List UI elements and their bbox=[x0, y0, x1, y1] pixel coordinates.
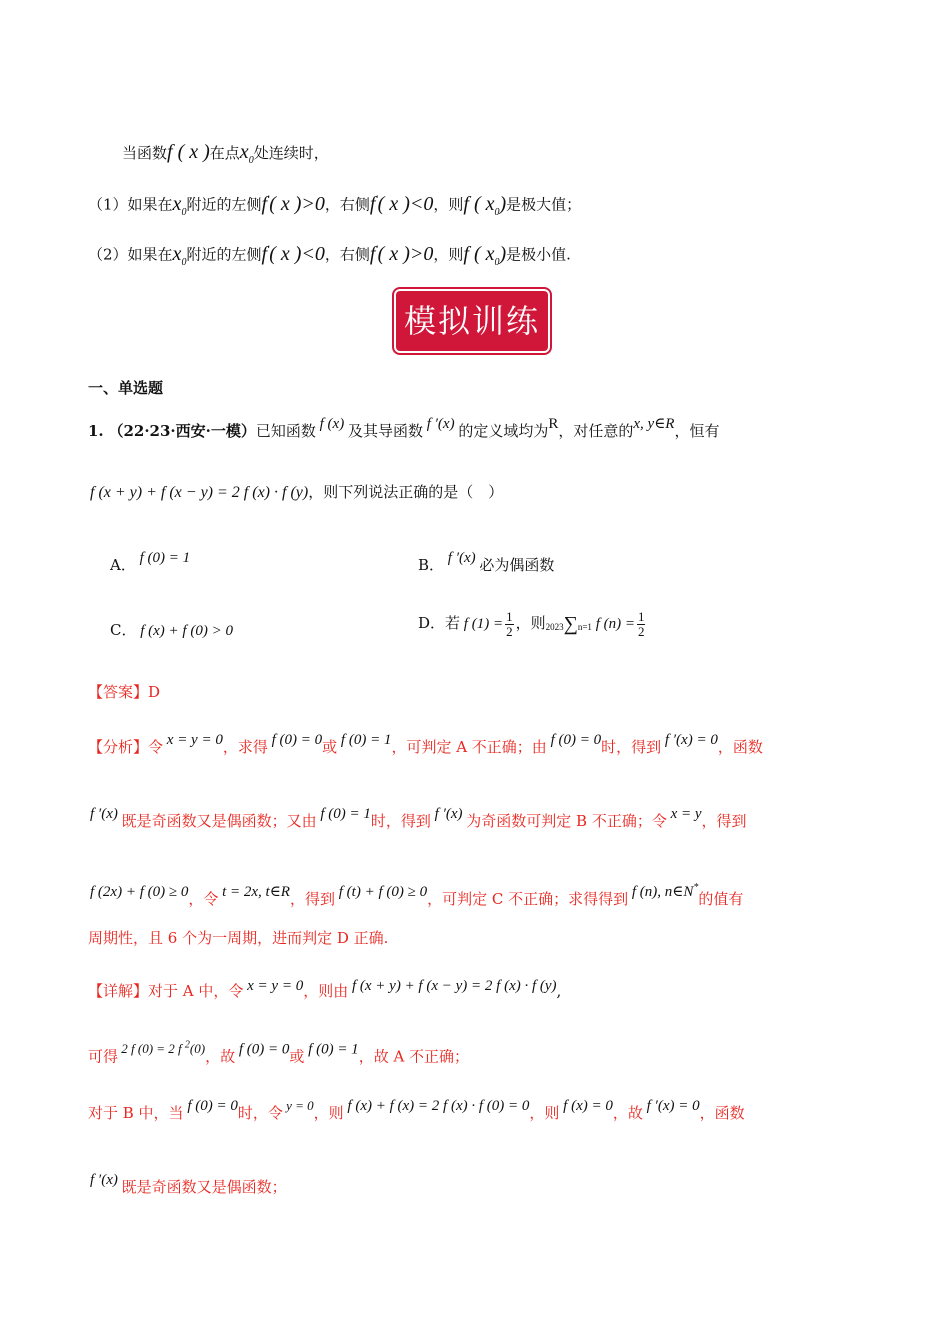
summation: 2023∑n=1 bbox=[545, 613, 592, 635]
question-text: ，则下列说法正确的是（ ） bbox=[308, 483, 504, 501]
answer-line bbox=[88, 682, 160, 702]
formula: $x_0$ bbox=[172, 242, 187, 268]
formula: 2 f (0) = 2 f $^2$(0) bbox=[118, 1040, 206, 1057]
intro-text: （2）如果在 bbox=[88, 245, 173, 264]
formula: f (0) = 1 bbox=[316, 806, 371, 822]
detail-text: ，则 bbox=[529, 1104, 560, 1122]
formula: f (0) = 1 bbox=[135, 550, 191, 566]
answer-label: 【答案】 bbox=[88, 683, 149, 701]
formula: f′( x )<0 bbox=[261, 242, 325, 265]
section-heading: 一、单选题 bbox=[88, 379, 164, 397]
intro-text: 在点 bbox=[209, 144, 240, 162]
analysis-text: ，可判定 C 不正确；求得得到 bbox=[427, 890, 629, 908]
option-b bbox=[418, 548, 554, 575]
formula: f (0) = 0 bbox=[235, 1041, 290, 1058]
formula: x = y = 0 bbox=[163, 732, 223, 748]
formula: $x_0$ bbox=[172, 192, 187, 218]
detail-text: 或 bbox=[289, 1047, 305, 1066]
formula: f ′(x) bbox=[444, 550, 480, 566]
analysis-text: ，求得 bbox=[222, 738, 268, 756]
analysis-label: 【分析】 bbox=[88, 738, 149, 756]
formula: f (2x) + f (0) ≥ 0 bbox=[90, 884, 189, 900]
detail-text: ，则由 bbox=[303, 982, 349, 1000]
question-stem-line-1 bbox=[88, 414, 720, 441]
formula: f (n), n∈N* bbox=[628, 882, 699, 900]
formula: f ′(x) = 0 bbox=[642, 1098, 700, 1114]
analysis-line-2 bbox=[90, 804, 747, 831]
formula: f (1) = bbox=[460, 616, 504, 632]
comma: , bbox=[556, 982, 562, 1000]
question-stem-line-2 bbox=[90, 482, 503, 503]
option-label: A． bbox=[110, 556, 136, 574]
intro-line-1 bbox=[122, 142, 329, 171]
formula: R bbox=[548, 416, 559, 432]
intro-text: 附近的左侧 bbox=[186, 245, 262, 264]
fraction: $\frac{1}{2}$ bbox=[506, 608, 513, 639]
formula: f′( x )<0 bbox=[369, 192, 434, 215]
formula: f (0) = 0 bbox=[183, 1098, 238, 1114]
analysis-text: 或 bbox=[322, 738, 338, 756]
detail-line-2 bbox=[88, 1036, 469, 1066]
intro-text: 是极大值； bbox=[506, 195, 582, 214]
formula: f ( $x_0$) bbox=[463, 192, 507, 218]
formula: f ( $x_0$) bbox=[463, 242, 507, 268]
option-c bbox=[110, 620, 233, 641]
analysis-text: 时，得到 bbox=[601, 738, 662, 756]
formula: f ′(x) bbox=[430, 806, 467, 822]
detail-text: ，函数 bbox=[699, 1104, 745, 1122]
formula: f ′(x) = 0 bbox=[661, 732, 718, 748]
option-d bbox=[418, 606, 647, 641]
answer-value: D bbox=[148, 683, 161, 701]
intro-text: ，右侧 bbox=[324, 195, 370, 214]
intro-text: 附近的左侧 bbox=[186, 195, 262, 214]
fraction: $\frac{1}{2}$ bbox=[637, 608, 645, 639]
formula: f (0) = 0 bbox=[267, 732, 323, 748]
analysis-text: ，可判定 A 不正确；由 bbox=[391, 738, 547, 756]
analysis-text: 既是奇函数又是偶函数；又由 bbox=[121, 812, 317, 830]
detail-text: 对于 B 中，当 bbox=[88, 1104, 184, 1122]
intro-text: 处连续时， bbox=[253, 144, 329, 162]
formula: f (0) = 1 bbox=[337, 732, 392, 748]
formula: f (x) + f (x) = 2 f (x) · f (0) = 0 bbox=[343, 1098, 530, 1114]
analysis-line-4: 周期性，且 6 个为一周期，进而判定 D 正确. bbox=[88, 929, 389, 947]
detail-line-1 bbox=[88, 976, 561, 1001]
formula: x = y = 0 bbox=[243, 978, 304, 994]
formula: x = y bbox=[666, 806, 702, 822]
question-text: ，恒有 bbox=[674, 422, 720, 440]
analysis-text: 为奇函数可判定 B 不正确；令 bbox=[466, 812, 667, 830]
formula: t = 2x, t∈R bbox=[218, 884, 290, 900]
formula: f ′(x) bbox=[422, 416, 459, 432]
analysis-text: 时，得到 bbox=[370, 812, 431, 830]
formula: f (x) bbox=[315, 416, 348, 432]
option-label: C． bbox=[110, 621, 137, 639]
option-text: 若 bbox=[445, 614, 461, 632]
question-text: 的定义域均为 bbox=[458, 422, 549, 440]
formula: f ′(x) bbox=[90, 806, 122, 822]
option-text: 必为偶函数 bbox=[479, 556, 555, 574]
formula: f (x) = 0 bbox=[559, 1098, 613, 1114]
analysis-line-3 bbox=[90, 878, 743, 909]
detail-line-4 bbox=[90, 1170, 287, 1197]
banner-title: 模拟训练 bbox=[403, 302, 540, 340]
detail-text: ，故 bbox=[612, 1104, 643, 1122]
formula: f′( x )>0 bbox=[261, 192, 325, 215]
analysis-text: 的值有 bbox=[698, 890, 744, 908]
analysis-text: ，得到 bbox=[289, 890, 335, 908]
formula: f ( x ) bbox=[167, 141, 210, 163]
analysis-text: ，函数 bbox=[717, 738, 763, 756]
formula: x, y∈R bbox=[633, 416, 675, 432]
intro-text: ，右侧 bbox=[324, 245, 370, 264]
intro-text: （1）如果在 bbox=[88, 195, 173, 214]
formula: f (0) = 1 bbox=[304, 1041, 359, 1058]
formula: f (n) = bbox=[591, 616, 635, 632]
detail-text: ，则 bbox=[313, 1104, 344, 1122]
detail-text: 对于 A 中，令 bbox=[148, 982, 244, 1000]
question-text: 及其导函数 bbox=[347, 422, 423, 440]
intro-line-3 bbox=[88, 240, 571, 273]
detail-text: 既是奇函数又是偶函数； bbox=[121, 1178, 287, 1196]
detail-text: 时，令 bbox=[237, 1104, 283, 1122]
option-label: D． bbox=[418, 614, 446, 632]
detail-text: ，故 bbox=[205, 1047, 236, 1066]
detail-label: 【详解】 bbox=[88, 982, 149, 1000]
intro-line-2 bbox=[88, 190, 581, 223]
option-text: ，则 bbox=[515, 614, 546, 632]
analysis-text: ，得到 bbox=[701, 812, 747, 830]
intro-text: 是极小值. bbox=[506, 245, 571, 264]
formula: f (0) = 0 bbox=[546, 732, 602, 748]
intro-text: ，则 bbox=[433, 245, 464, 264]
question-number: 1. bbox=[88, 422, 104, 440]
option-a bbox=[110, 548, 190, 575]
formula: f (x + y) + f (x − y) = 2 f (x) · f (y) bbox=[90, 484, 309, 501]
formula: f′( x )>0 bbox=[369, 242, 434, 265]
formula: $x_0$ bbox=[239, 141, 254, 166]
intro-text: 当函数 bbox=[122, 144, 168, 162]
detail-text: ，故 A 不正确； bbox=[358, 1047, 470, 1066]
formula: f (x + y) + f (x − y) = 2 f (x) · f (y) bbox=[348, 978, 557, 994]
question-text: 已知函数 bbox=[255, 422, 316, 440]
detail-line-3 bbox=[88, 1096, 745, 1123]
section-banner bbox=[396, 291, 548, 351]
detail-text: 可得 bbox=[88, 1047, 119, 1066]
question-source: （22·23·西安·一模） bbox=[108, 422, 256, 440]
formula: f (x) + f (0) > 0 bbox=[136, 623, 233, 639]
analysis-text: 令 bbox=[148, 738, 164, 756]
question-text: ，对任意的 bbox=[558, 422, 634, 440]
analysis-text: ，令 bbox=[188, 890, 219, 908]
formula: f (t) + f (0) ≥ 0 bbox=[335, 884, 428, 900]
formula: f ′(x) bbox=[90, 1172, 122, 1188]
formula: y = 0 bbox=[282, 1098, 314, 1113]
option-label: B． bbox=[418, 556, 445, 574]
analysis-line-1 bbox=[88, 730, 763, 757]
intro-text: ，则 bbox=[433, 195, 464, 214]
